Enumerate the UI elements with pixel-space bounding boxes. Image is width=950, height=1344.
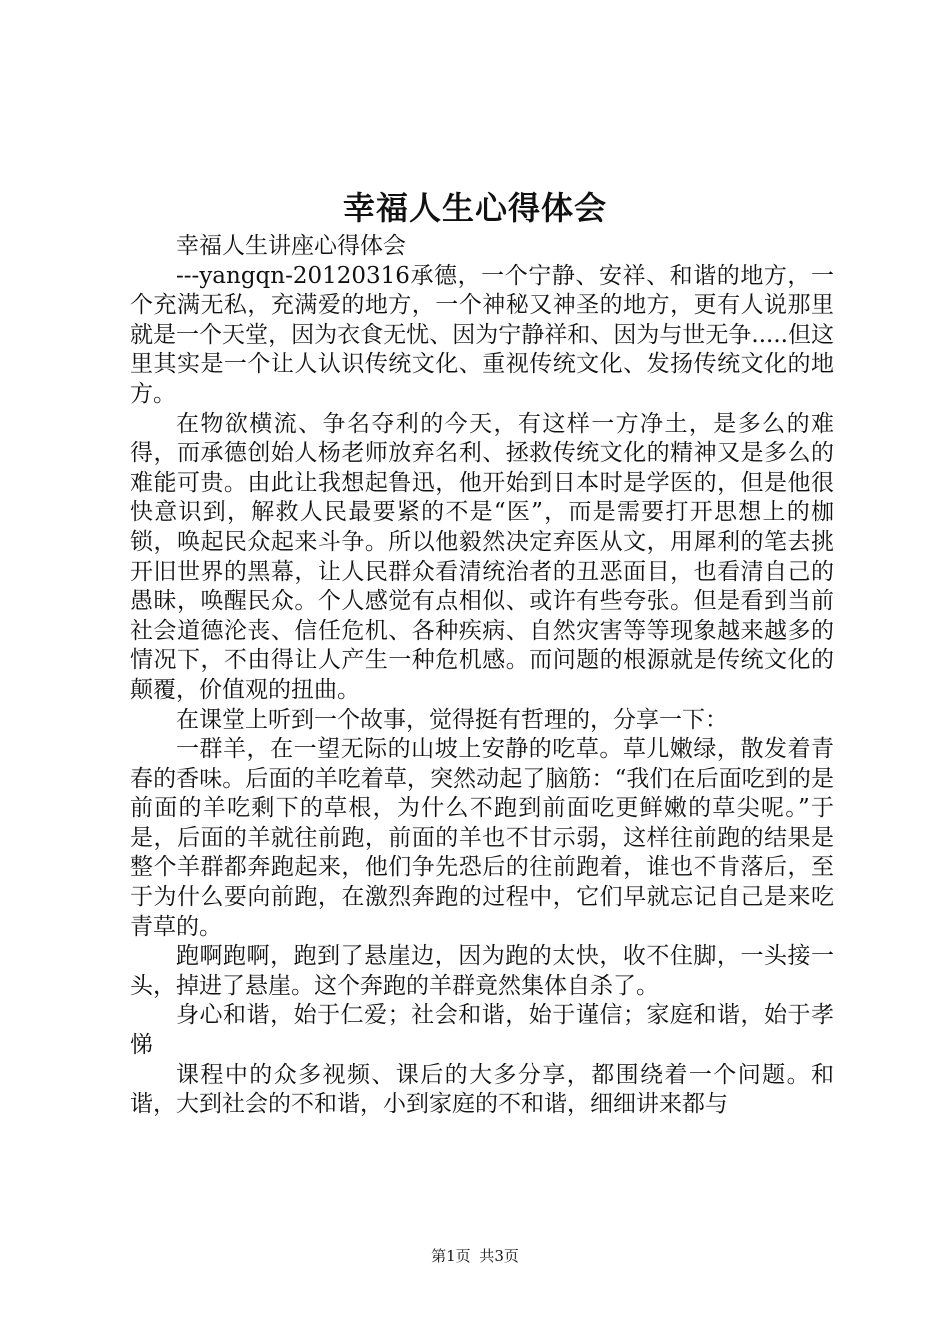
paragraph-subtitle: 幸福人生讲座心得体会 [176, 233, 406, 259]
paragraph-intro: ---yangqn-20120316承德，一个宁静、安祥、和谐的地方，一个充满无私，充满爱的地方，一个神秘又神圣的地方，更有人说那里就是一个天堂，因为衣食无忧、因为宁静祥和、因为与世无争.....但这里其实是一个让人认识传统文化、重视传统文化、发扬传统文化的地方。 [130, 262, 834, 407]
page-number: 第1页 [431, 1247, 471, 1265]
page-footer [0, 1246, 950, 1266]
paragraph-harmony-heading: 身心和谐，始于仁爱；社会和谐，始于谨信；家庭和谐，始于孝悌 [130, 1002, 834, 1059]
paragraph-cliff: 跑啊跑啊，跑到了悬崖边，因为跑的太快，收不住脚，一头接一头，掉进了悬崖。这个奔跑的羊群竟然集体自杀了。 [130, 943, 834, 999]
paragraph-reflection: 在物欲横流、争名夺利的今天，有这样一方净土，是多么的难得，而承德创始人杨老师放弃名利、拯救传统文化的精神又是多么的难能可贵。由此让我想起鲁迅，他开始到日本时是学医的，但是他很快意识到，解救人民最要紧的不是“医”，而是需要打开思想上的枷锁，唤起民众起来斗争。所以他毅然决定弃医从文，用犀利的笔去挑开旧世界的黑幕，让人民群众看清统治者的丑恶面目，也看清自己的愚昧，唤醒民众。个人感觉有点相似、或许有些夸张。但是看到当前社会道德沦丧、信任危机、各种疾病、自然灾害等等现象越来越多的情况下，不由得让人产生一种危机感。而问题的根源就是传统文化的颠覆，价值观的扭曲。 [130, 410, 834, 703]
document-body [130, 232, 834, 1120]
paragraph-story-lead: 在课堂上听到一个故事，觉得挺有哲理的，分享一下： [176, 706, 728, 733]
document-title: 幸福人生心得体会 [342, 189, 607, 227]
paragraph-course: 课程中的众多视频、课后的大多分享，都围绕着一个问题。和谐，大到社会的不和谐，小到家庭的不和谐，细细讲来都与 [130, 1061, 834, 1118]
page-total: 共3页 [479, 1247, 519, 1265]
paragraph-sheep-story: 一群羊，在一望无际的山坡上安静的吃草。草儿嫩绿，散发着青春的香味。后面的羊吃着草，突然动起了脑筋：“我们在后面吃到的是前面的羊吃剩下的草根，为什么不跑到前面吃更鲜嫩的草尖呢。”于是，后面的羊就往前跑，前面的羊也不甘示弱，这样往前跑的结果是整个羊群都奔跑起来，他们争先恐后的往前跑着，谁也不肯落后，至于为什么要向前跑，在激烈奔跑的过程中，它们早就忘记自己是来吃青草的。 [130, 736, 834, 940]
